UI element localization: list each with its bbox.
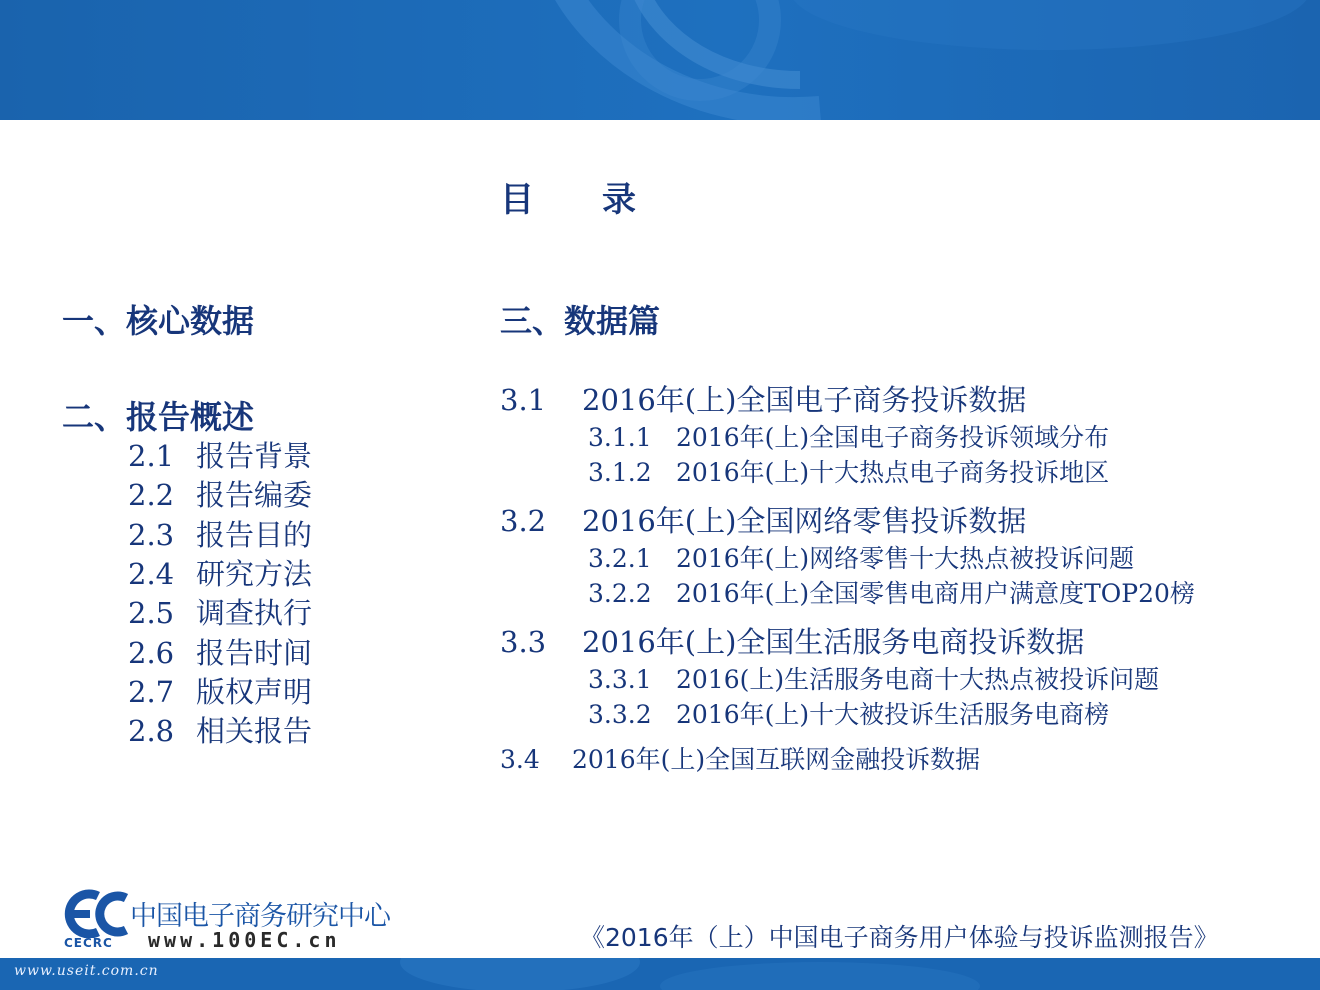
header-decoration [0, 0, 1320, 120]
toc-number: 3.1 [500, 383, 547, 417]
toc-label: 2016年(上)十大热点电子商务投诉地区 [676, 458, 1110, 487]
toc-item-3-3-2[interactable] [588, 695, 1109, 731]
logo-abbreviation: CECRC [64, 936, 113, 950]
ec-logo-icon [60, 888, 130, 938]
toc-item-2-7[interactable] [128, 670, 312, 711]
section-report-overview[interactable]: 二、报告概述 [62, 398, 255, 436]
toc-number: 2.7 [128, 675, 175, 709]
toc-number: 2.8 [128, 714, 175, 748]
toc-number: 3.3.1 [588, 665, 652, 694]
toc-label: 报告时间 [196, 636, 313, 670]
toc-item-2-2[interactable] [128, 473, 312, 514]
toc-item-3-2[interactable] [500, 499, 1026, 540]
toc-label: 相关报告 [196, 714, 313, 748]
toc-item-3-2-2[interactable] [588, 574, 1195, 610]
section-data[interactable]: 三、数据篇 [500, 302, 661, 340]
toc-label: 2016年(上)全国网络零售投诉数据 [582, 504, 1027, 538]
toc-item-2-1[interactable] [128, 434, 312, 475]
toc-item-2-3[interactable] [128, 513, 312, 554]
toc-item-3-3-1[interactable] [588, 660, 1159, 696]
cecrc-logo [60, 888, 420, 954]
toc-number: 3.2.2 [588, 579, 652, 608]
toc-label: 调查执行 [196, 596, 313, 630]
toc-item-2-6[interactable] [128, 631, 312, 672]
watermark-text: www.useit.com.cn [14, 963, 159, 979]
logo-url: www.100EC.cn [148, 928, 341, 952]
toc-label: 2016年(上)网络零售十大热点被投诉问题 [676, 544, 1135, 573]
toc-item-2-4[interactable] [128, 552, 312, 593]
toc-label: 2016(上)生活服务电商十大热点被投诉问题 [676, 665, 1160, 694]
toc-number: 3.1.1 [588, 423, 652, 452]
toc-item-3-4[interactable] [500, 740, 980, 776]
toc-item-3-1-2[interactable] [588, 453, 1109, 489]
logo-org-name: 中国电子商务研究中心 [130, 901, 390, 932]
toc-label: 2016年(上)全国互联网金融投诉数据 [572, 745, 981, 774]
toc-label: 2016年(上)全国零售电商用户满意度TOP20榜 [676, 579, 1195, 608]
toc-item-3-2-1[interactable] [588, 539, 1134, 575]
toc-label: 2016年(上)全国生活服务电商投诉数据 [582, 625, 1085, 659]
toc-item-3-1-1[interactable] [588, 418, 1109, 454]
section-core-data[interactable]: 一、核心数据 [62, 302, 255, 340]
toc-number: 3.2.1 [588, 544, 652, 573]
page-title: 目 录 [500, 180, 636, 220]
toc-label: 报告背景 [196, 439, 313, 473]
header-band [0, 0, 1320, 120]
toc-label: 版权声明 [196, 675, 313, 709]
toc-label: 报告编委 [196, 478, 313, 512]
toc-number: 3.3 [500, 625, 547, 659]
toc-label: 2016年(上)全国电子商务投诉领域分布 [676, 423, 1110, 452]
toc-number: 2.4 [128, 557, 175, 591]
footer-decoration [0, 958, 1320, 990]
toc-item-2-5[interactable] [128, 591, 312, 632]
toc-label: 2016年(上)十大被投诉生活服务电商榜 [676, 700, 1110, 729]
toc-number: 3.3.2 [588, 700, 652, 729]
toc-number: 3.4 [500, 745, 540, 774]
toc-item-3-1[interactable] [500, 378, 1026, 419]
toc-number: 3.1.2 [588, 458, 652, 487]
report-title: 《2016年（上）中国电子商务用户体验与投诉监测报告》 [580, 923, 1219, 952]
toc-item-3-3[interactable] [500, 620, 1084, 661]
footer-band [0, 958, 1320, 990]
toc-number: 2.3 [128, 518, 175, 552]
toc-number: 3.2 [500, 504, 547, 538]
toc-number: 2.1 [128, 439, 175, 473]
toc-number: 2.2 [128, 478, 175, 512]
toc-label: 2016年(上)全国电子商务投诉数据 [582, 383, 1027, 417]
toc-number: 2.6 [128, 636, 175, 670]
toc-label: 研究方法 [196, 557, 313, 591]
toc-label: 报告目的 [196, 518, 313, 552]
toc-item-2-8[interactable] [128, 709, 312, 750]
toc-number: 2.5 [128, 596, 175, 630]
